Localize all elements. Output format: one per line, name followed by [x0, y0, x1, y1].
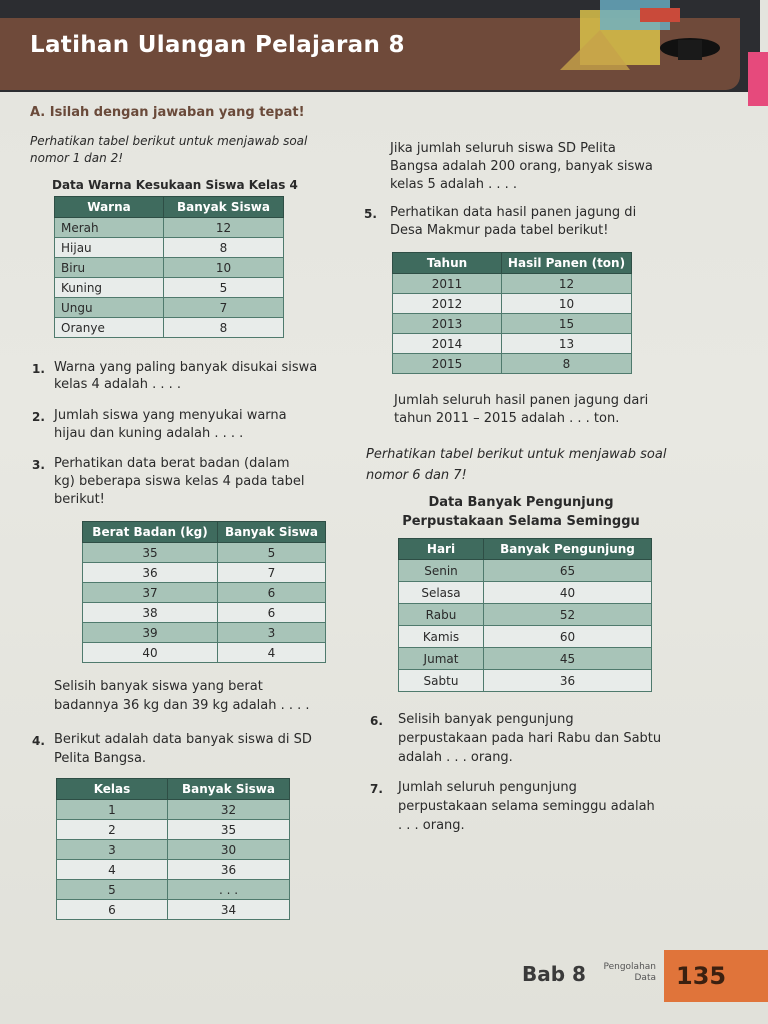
table-cell: 52: [484, 604, 652, 626]
table-row: [393, 274, 632, 294]
column-header: Banyak Pengunjung: [484, 539, 652, 560]
table-row: [83, 543, 326, 563]
table-cell: 3: [218, 623, 326, 643]
question-6-line1: Selisih banyak pengunjung: [398, 712, 574, 727]
table-cell: 6: [57, 900, 168, 920]
table-row: [83, 643, 326, 663]
table-cell: 35: [83, 543, 218, 563]
intro-1-2-line2: nomor 1 dan 2!: [30, 151, 124, 165]
table-cell: 35: [168, 820, 290, 840]
column-header: Banyak Siswa: [168, 779, 290, 800]
question-number: 7.: [370, 782, 383, 796]
column-header: Banyak Siswa: [164, 197, 284, 218]
question-7-line1: Jumlah seluruh pengunjung: [398, 780, 577, 795]
table-row: [393, 354, 632, 374]
table-row: [57, 880, 290, 900]
table-cell: . . .: [168, 880, 290, 900]
table-cell: 10: [164, 258, 284, 278]
favorite-color-table: [54, 196, 284, 338]
table-cell: 5: [218, 543, 326, 563]
intro-6-7-line1: Perhatikan tabel berikut untuk menjawab soal: [366, 447, 667, 462]
table-cell: Biru: [55, 258, 164, 278]
column-header: Tahun: [393, 253, 502, 274]
table-row: [83, 583, 326, 603]
column-header: Banyak Siswa: [218, 522, 326, 543]
page-title: Latihan Ulangan Pelajaran 8: [30, 32, 405, 58]
table-row: [393, 314, 632, 334]
table-row: [55, 238, 284, 258]
intro-1-2-line1: Perhatikan tabel berikut untuk menjawab soal: [30, 134, 308, 148]
question-7-line3: . . . orang.: [398, 818, 465, 833]
page-tab-marker: [748, 52, 768, 106]
table-row: [57, 840, 290, 860]
table-cell: 2013: [393, 314, 502, 334]
question-number: 6.: [370, 714, 383, 728]
table-cell: Kamis: [399, 626, 484, 648]
table-cell: 2015: [393, 354, 502, 374]
table-row: [55, 298, 284, 318]
table-cell: 8: [502, 354, 632, 374]
table-row: [393, 294, 632, 314]
question-2-line1: Jumlah siswa yang menyukai warna: [54, 408, 287, 423]
table-cell: 6: [218, 583, 326, 603]
table-cell: Hijau: [55, 238, 164, 258]
question-number: 1.: [32, 362, 45, 376]
question-1-line1: Warna yang paling banyak disukai siswa: [54, 360, 318, 375]
table-cell: 12: [502, 274, 632, 294]
section-heading: A. Isilah dengan jawaban yang tepat!: [30, 105, 305, 120]
question-4-cont-line1: Jika jumlah seluruh siswa SD Pelita: [390, 141, 616, 156]
table-cell: 1: [57, 800, 168, 820]
table-cell: 3: [57, 840, 168, 860]
table-row: [57, 860, 290, 880]
question-4-line2: Pelita Bangsa.: [54, 751, 147, 766]
table-cell: 10: [502, 294, 632, 314]
question-3-after-line1: Selisih banyak siswa yang berat: [54, 679, 263, 694]
table-row: [57, 900, 290, 920]
column-header: Berat Badan (kg): [83, 522, 218, 543]
table-row: [83, 563, 326, 583]
table-row: [57, 800, 290, 820]
table-cell: 36: [484, 670, 652, 692]
question-5-line2: Desa Makmur pada tabel berikut!: [390, 223, 609, 238]
column-header: Warna: [55, 197, 164, 218]
body-weight-table: [82, 521, 326, 663]
table-cell: 36: [168, 860, 290, 880]
question-6-line2: perpustakaan pada hari Rabu dan Sabtu: [398, 731, 662, 746]
table-cell: 2014: [393, 334, 502, 354]
table-cell: 8: [164, 238, 284, 258]
chapter-name-line2: Data: [634, 973, 656, 983]
table-cell: 40: [484, 582, 652, 604]
stationery-illustration: [540, 0, 740, 80]
table-row: [399, 670, 652, 692]
table-cell: 5: [164, 278, 284, 298]
question-6-line3: adalah . . . orang.: [398, 750, 513, 765]
table-cell: Selasa: [399, 582, 484, 604]
table-row: [55, 258, 284, 278]
table-cell: 65: [484, 560, 652, 582]
table-row: [83, 623, 326, 643]
table-cell: 34: [168, 900, 290, 920]
table-cell: 5: [57, 880, 168, 900]
table-cell: Senin: [399, 560, 484, 582]
table-cell: 7: [164, 298, 284, 318]
question-5-after-line2: tahun 2011 – 2015 adalah . . . ton.: [394, 411, 620, 426]
table-cell: 38: [83, 603, 218, 623]
table-cell: Ungu: [55, 298, 164, 318]
page-number: 135: [664, 950, 768, 1002]
table-cell: 4: [57, 860, 168, 880]
table-cell: Jumat: [399, 648, 484, 670]
intro-6-7-line2: nomor 6 dan 7!: [366, 468, 467, 483]
library-visitors-table: [398, 538, 652, 692]
chapter-label: Bab 8: [522, 962, 586, 986]
table-cell: 6: [218, 603, 326, 623]
table-row: [399, 648, 652, 670]
table-cell: 8: [164, 318, 284, 338]
table-color-title: Data Warna Kesukaan Siswa Kelas 4: [52, 178, 298, 192]
question-3-after-line2: badannya 36 kg dan 39 kg adalah . . . .: [54, 698, 310, 713]
question-3-line2: kg) beberapa siswa kelas 4 pada tabel: [54, 474, 305, 489]
table-cell: 15: [502, 314, 632, 334]
question-4-line1: Berikut adalah data banyak siswa di SD: [54, 732, 312, 747]
question-3-line1: Perhatikan data berat badan (dalam: [54, 456, 290, 471]
table-row: [393, 334, 632, 354]
question-5-line1: Perhatikan data hasil panen jagung di: [390, 205, 637, 220]
question-4-cont-line2: Bangsa adalah 200 orang, banyak siswa: [390, 159, 653, 174]
table-row: [399, 560, 652, 582]
table-row: [83, 603, 326, 623]
corn-harvest-table: [392, 252, 632, 374]
table-cell: 12: [164, 218, 284, 238]
table-row: [399, 626, 652, 648]
chapter-name: [596, 962, 656, 984]
table-cell: 37: [83, 583, 218, 603]
table-cell: 2: [57, 820, 168, 840]
chapter-name-line1: Pengolahan: [603, 962, 656, 972]
question-3-line3: berikut!: [54, 492, 105, 507]
table-cell: Kuning: [55, 278, 164, 298]
table-cell: 4: [218, 643, 326, 663]
table-cell: 39: [83, 623, 218, 643]
question-number: 2.: [32, 410, 45, 424]
question-4-cont-line3: kelas 5 adalah . . . .: [390, 177, 518, 192]
table-cell: 45: [484, 648, 652, 670]
table-cell: 40: [83, 643, 218, 663]
question-number: 5.: [364, 207, 377, 221]
question-number: 4.: [32, 734, 45, 748]
column-header: Hasil Panen (ton): [502, 253, 632, 274]
table-row: [399, 604, 652, 626]
table-row: [55, 218, 284, 238]
table-cell: Merah: [55, 218, 164, 238]
question-number: 3.: [32, 458, 45, 472]
table-cell: 2011: [393, 274, 502, 294]
table-cell: 2012: [393, 294, 502, 314]
page-header: [0, 0, 760, 92]
question-7-line2: perpustakaan selama seminggu adalah: [398, 799, 655, 814]
table-cell: 32: [168, 800, 290, 820]
table-row: [399, 582, 652, 604]
column-header: Kelas: [57, 779, 168, 800]
question-5-after-line1: Jumlah seluruh hasil panen jagung dari: [394, 393, 649, 408]
students-per-class-table: [56, 778, 290, 920]
visitors-table-title-line1: Data Banyak Pengunjung: [428, 495, 614, 510]
visitors-table-title-line2: Perpustakaan Selama Seminggu: [402, 514, 640, 529]
table-cell: Sabtu: [399, 670, 484, 692]
column-header: Hari: [399, 539, 484, 560]
question-1-line2: kelas 4 adalah . . . .: [54, 377, 182, 392]
question-2-line2: hijau dan kuning adalah . . . .: [54, 426, 244, 441]
table-cell: 7: [218, 563, 326, 583]
table-cell: Rabu: [399, 604, 484, 626]
table-row: [57, 820, 290, 840]
table-row: [55, 318, 284, 338]
table-cell: 13: [502, 334, 632, 354]
table-cell: 60: [484, 626, 652, 648]
table-cell: 30: [168, 840, 290, 860]
table-cell: 36: [83, 563, 218, 583]
table-cell: Oranye: [55, 318, 164, 338]
table-row: [55, 278, 284, 298]
